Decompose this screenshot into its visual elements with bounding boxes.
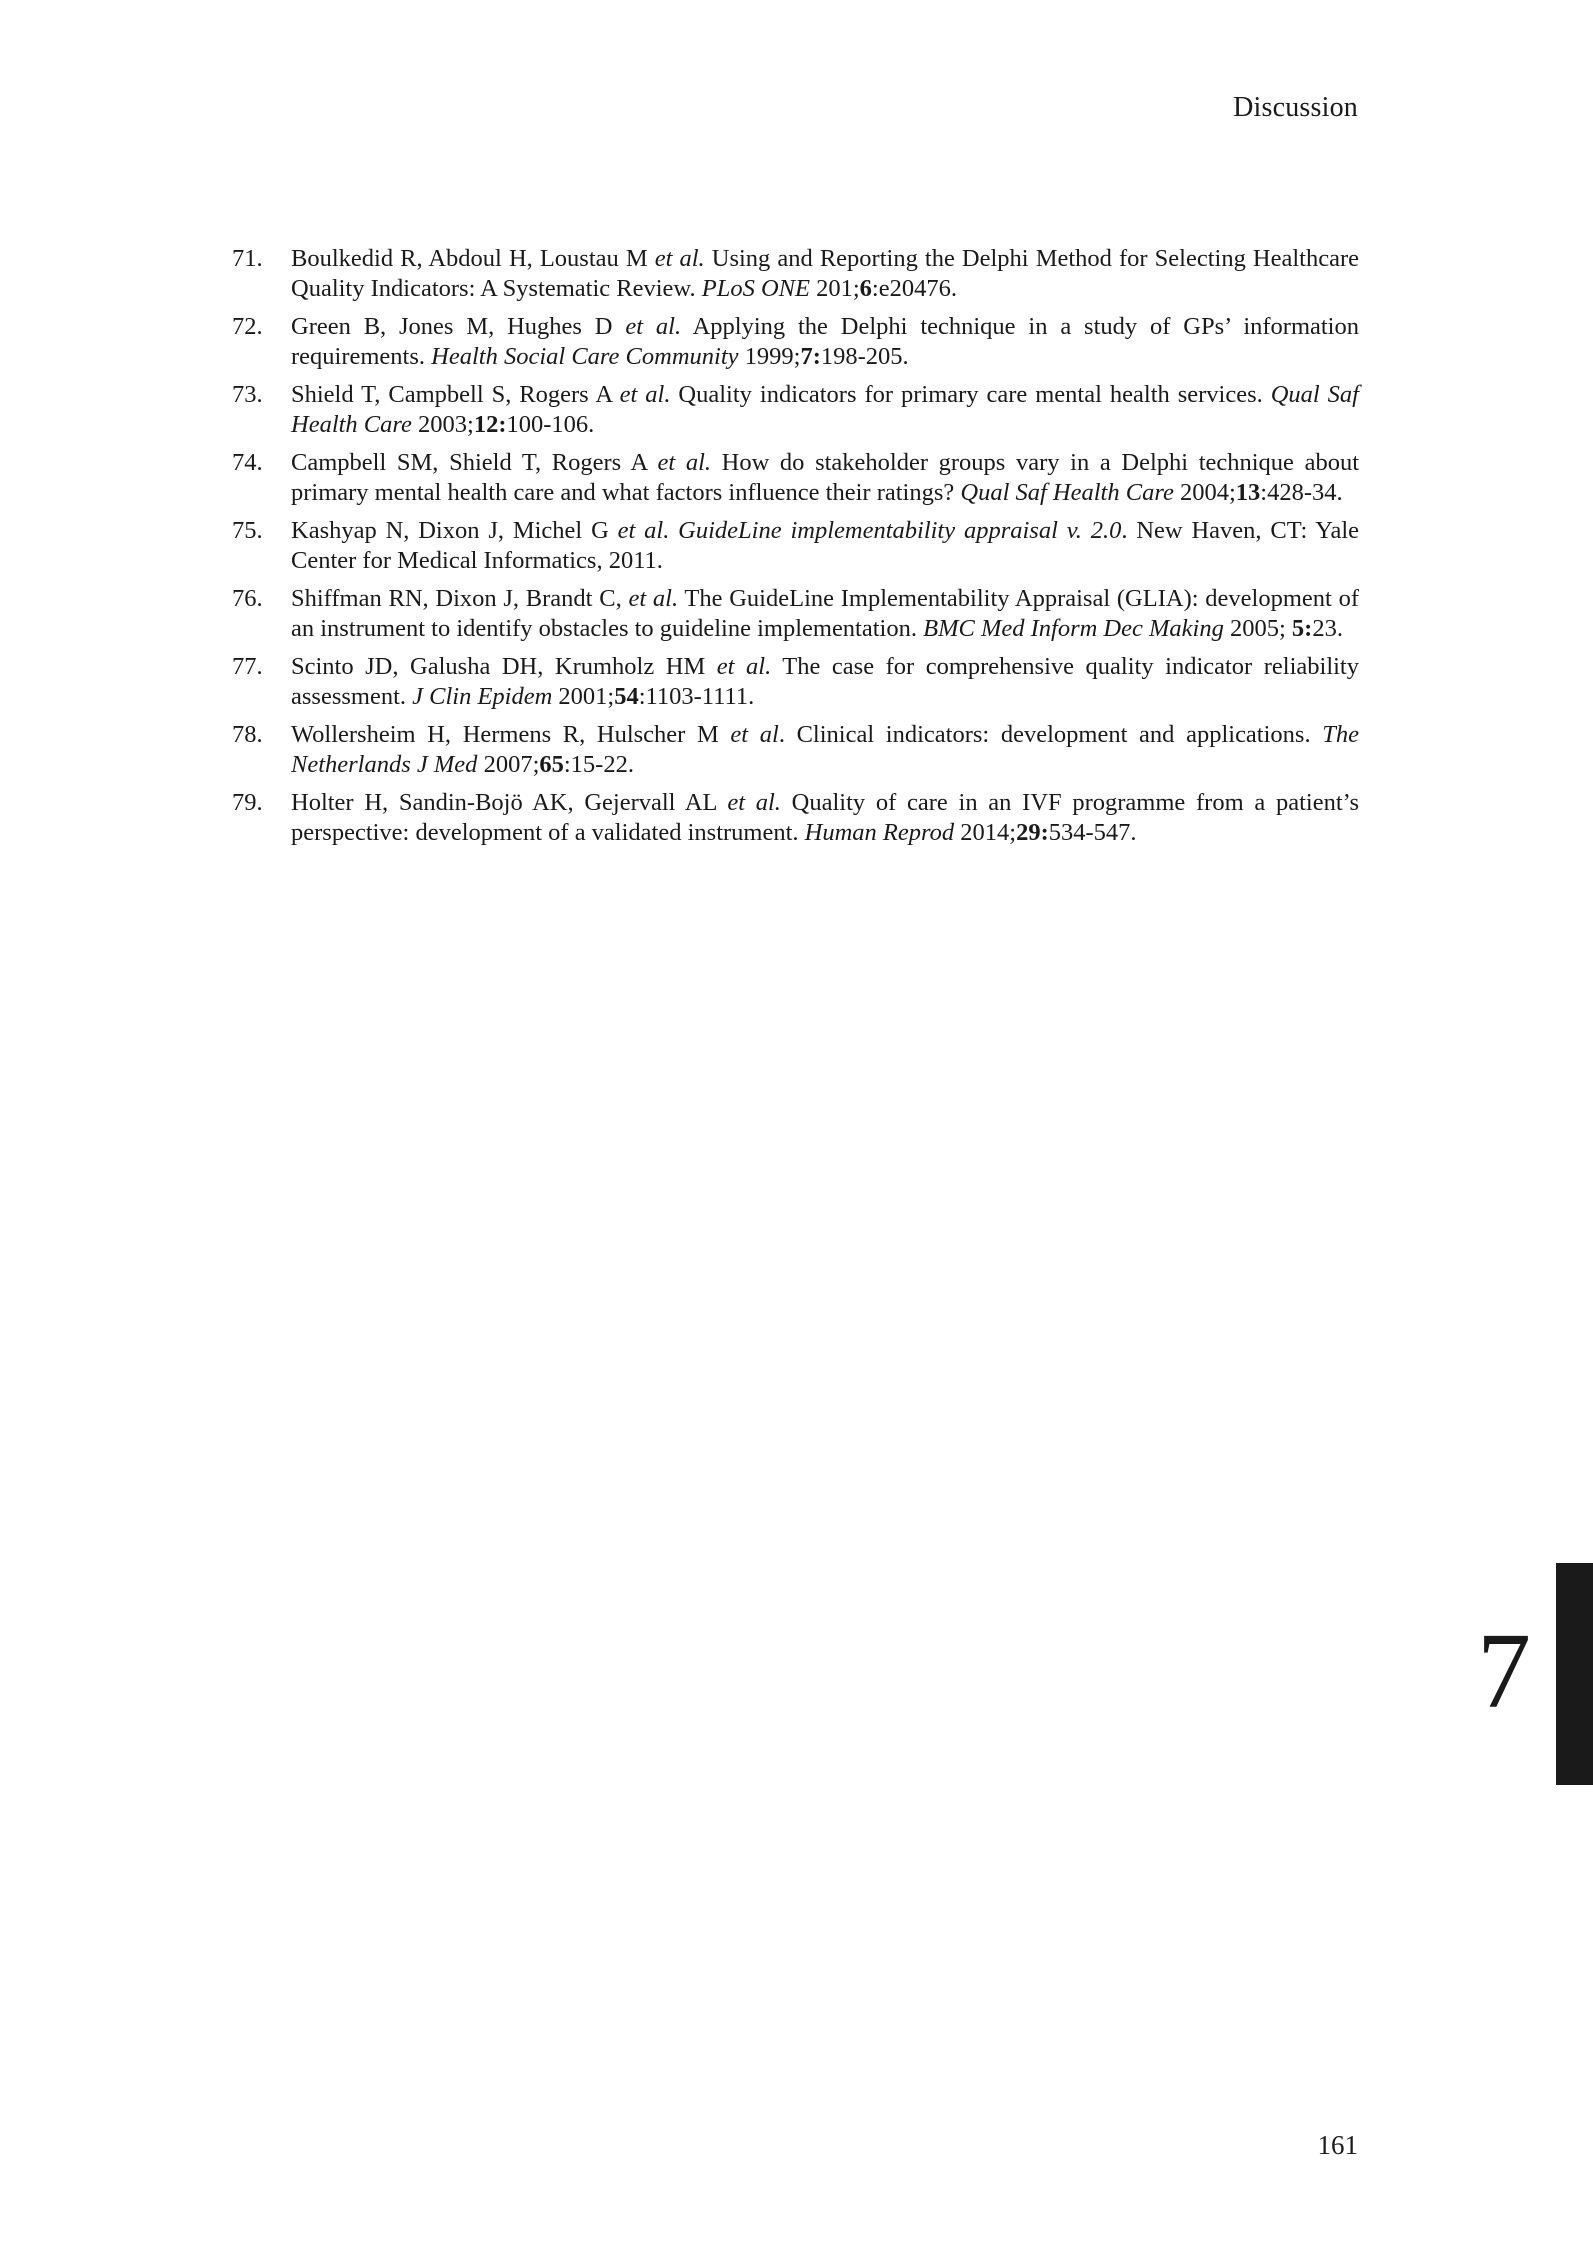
reference-item — [232, 584, 1359, 644]
reference-item — [232, 380, 1359, 440]
reference-number: 76. — [232, 585, 263, 612]
reference-bold-segment: 5: — [1291, 615, 1313, 642]
reference-text — [291, 516, 1359, 576]
running-header: Discussion — [1233, 92, 1358, 123]
reference-item — [232, 720, 1359, 780]
reference-segment: Shiffman RN, Dixon J, Brandt C, — [291, 585, 629, 612]
reference-segment: Using and Reporting the Delphi Method for Selecting Healthcare Quality Indicators: A Systematic Review. — [291, 245, 1359, 302]
reference-segment: Holter H, Sandin-Bojö AK, Gejervall AL — [291, 789, 728, 816]
reference-italic-segment: Qual Saf Health Care — [291, 381, 1359, 438]
reference-segment: :428-34. — [1260, 479, 1343, 506]
reference-text — [291, 312, 1359, 372]
reference-segment: 534-547. — [1048, 819, 1137, 846]
reference-item — [232, 788, 1359, 848]
reference-segment: 2014; — [954, 819, 1017, 846]
reference-segment: 201; — [809, 275, 860, 302]
reference-italic-segment: et al. — [654, 245, 705, 272]
reference-number: 73. — [232, 381, 263, 408]
reference-italic-segment: PLoS ONE — [701, 275, 810, 302]
reference-segment: Applying the Delphi technique in a study of GPs’ information requirements. — [291, 313, 1359, 370]
reference-segment: :15-22. — [563, 751, 634, 778]
reference-segment: Quality of care in an IVF programme from a patient’s perspective: development of a validated instrument. — [291, 789, 1359, 846]
reference-segment: The GuideLine Implementability Appraisal (GLIA): development of an instrument to identify obstacles to guideline implementation. — [291, 585, 1359, 642]
reference-segment: The case for comprehensive quality indicator reliability assessment. — [291, 653, 1359, 710]
reference-segment: . Clinical indicators: development and applications. — [778, 721, 1323, 748]
reference-italic-segment: et al — [730, 721, 779, 748]
reference-italic-segment: et al. — [727, 789, 781, 816]
chapter-tab — [1556, 1563, 1593, 1785]
reference-item — [232, 244, 1359, 304]
reference-bold-segment: 65 — [539, 751, 564, 778]
reference-number: 74. — [232, 449, 263, 476]
reference-segment: Quality indicators for primary care mental health services. — [670, 381, 1271, 408]
reference-bold-segment: 7: — [800, 343, 821, 370]
reference-italic-segment: et al. — [657, 449, 712, 476]
reference-segment: 198-205. — [820, 343, 909, 370]
reference-italic-segment: J Clin Epidem — [412, 683, 553, 710]
reference-italic-segment: et al. GuideLine implementability appraisal v. 2.0 — [617, 517, 1122, 544]
reference-segment: :1103-1111. — [638, 683, 755, 710]
reference-segment: 1999; — [738, 343, 801, 370]
reference-segment: 100-106. — [506, 411, 595, 438]
reference-item — [232, 448, 1359, 508]
reference-italic-segment: Qual Saf Health Care — [960, 479, 1174, 506]
reference-italic-segment: et al. — [625, 313, 682, 340]
reference-text — [291, 652, 1359, 712]
reference-segment: Campbell SM, Shield T, Rogers A — [291, 449, 658, 476]
reference-italic-segment: Health Social Care Community — [431, 343, 739, 370]
reference-segment: . New Haven, CT: Yale Center for Medical Informatics, 2011. — [291, 517, 1360, 574]
reference-segment: Kashyap N, Dixon J, Michel G — [291, 517, 618, 544]
chapter-number: 7 — [1477, 1612, 1531, 1731]
reference-item — [232, 652, 1359, 712]
reference-segment: :e20476. — [871, 275, 957, 302]
reference-italic-segment: et al. — [716, 653, 772, 680]
reference-number: 79. — [232, 789, 263, 816]
reference-list — [232, 244, 1359, 856]
reference-italic-segment: The Netherlands J Med — [291, 721, 1359, 778]
page-number: 161 — [1317, 2130, 1358, 2160]
reference-bold-segment: 6 — [859, 275, 872, 302]
reference-segment: 2003; — [411, 411, 474, 438]
reference-segment: 2007; — [477, 751, 540, 778]
reference-bold-segment: 29: — [1016, 819, 1049, 846]
reference-bold-segment: 13 — [1235, 479, 1261, 506]
reference-text — [291, 380, 1359, 440]
reference-italic-segment: et al. — [628, 585, 679, 612]
reference-bold-segment: 12: — [473, 411, 507, 438]
reference-number: 75. — [232, 517, 263, 544]
reference-number: 71. — [232, 245, 263, 272]
reference-italic-segment: et al. — [619, 381, 671, 408]
reference-text — [291, 788, 1359, 848]
reference-segment: 23. — [1312, 615, 1343, 642]
reference-number: 77. — [232, 653, 263, 680]
reference-number: 72. — [232, 313, 263, 340]
reference-text — [291, 720, 1359, 780]
reference-segment: Green B, Jones M, Hughes D — [291, 313, 626, 340]
reference-segment: How do stakeholder groups vary in a Delphi technique about primary mental health care and what factors influence their ratings? — [291, 449, 1360, 506]
reference-text — [291, 244, 1359, 304]
reference-segment: 2005; — [1223, 615, 1292, 642]
reference-segment: Wollersheim H, Hermens R, Hulscher M — [291, 721, 731, 748]
reference-segment: Shield T, Campbell S, Rogers A — [291, 381, 620, 408]
reference-text — [291, 584, 1359, 644]
reference-item — [232, 312, 1359, 372]
reference-bold-segment: 54 — [614, 683, 639, 710]
reference-number: 78. — [232, 721, 263, 748]
reference-segment: 2004; — [1173, 479, 1236, 506]
reference-segment: Scinto JD, Galusha DH, Krumholz HM — [291, 653, 717, 680]
reference-segment: Boulkedid R, Abdoul H, Loustau M — [291, 245, 655, 272]
reference-segment: 2001; — [552, 683, 615, 710]
reference-item — [232, 516, 1359, 576]
reference-italic-segment: BMC Med Inform Dec Making — [923, 615, 1224, 642]
reference-italic-segment: Human Reprod — [804, 819, 955, 846]
reference-text — [291, 448, 1359, 508]
